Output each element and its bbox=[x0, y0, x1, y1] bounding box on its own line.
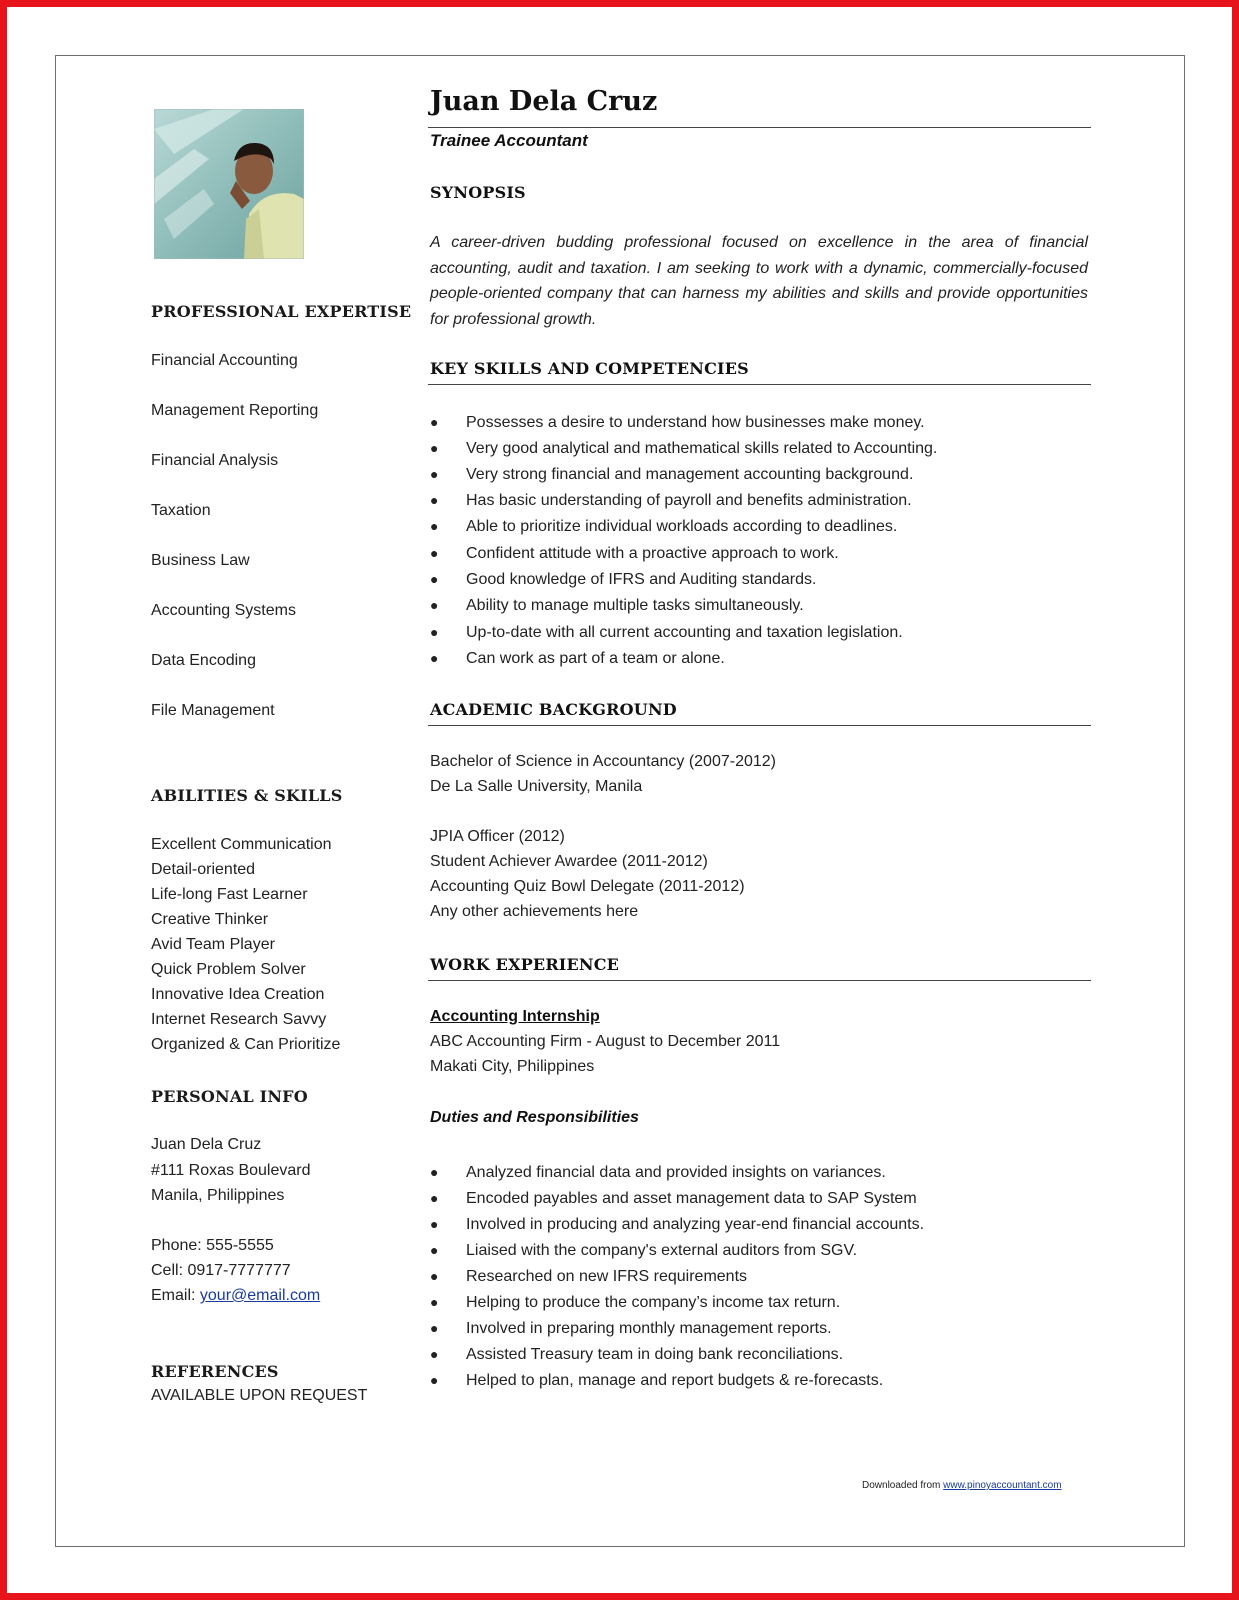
personal-info-heading: PERSONAL INFO bbox=[151, 1087, 308, 1106]
footer-credit bbox=[862, 1480, 1062, 1491]
expertise-item: Financial Analysis bbox=[151, 452, 279, 469]
degree: Bachelor of Science in Accountancy (2007-2012) bbox=[430, 753, 776, 770]
bullet-icon: ● bbox=[430, 1190, 439, 1206]
bullet-icon: ● bbox=[430, 1320, 439, 1336]
academic-rule bbox=[428, 725, 1091, 726]
email-label: Email: bbox=[151, 1287, 200, 1304]
bullet-icon: ● bbox=[430, 440, 439, 456]
bullet-icon: ● bbox=[430, 597, 439, 613]
school: De La Salle University, Manila bbox=[430, 778, 643, 795]
achievement-item: Accounting Quiz Bowl Delegate (2011-2012) bbox=[430, 878, 745, 895]
bullet-icon: ● bbox=[430, 466, 439, 482]
bullet-icon: ● bbox=[430, 571, 439, 587]
email-link[interactable]: your@email.com bbox=[199, 1287, 321, 1304]
personal-phone: Phone: 555-5555 bbox=[151, 1237, 274, 1254]
achievement-item: Student Achiever Awardee (2011-2012) bbox=[430, 853, 708, 870]
personal-address-line2: Manila, Philippines bbox=[151, 1187, 285, 1204]
achievement-item: Any other achievements here bbox=[430, 903, 639, 920]
duties-heading: Duties and Responsibilities bbox=[430, 1109, 639, 1126]
bullet-icon: ● bbox=[430, 1346, 439, 1362]
skills-rule bbox=[428, 384, 1091, 385]
resume-name: Juan Dela Cruz bbox=[430, 86, 658, 117]
ability-item: Avid Team Player bbox=[151, 936, 275, 953]
synopsis-text: A career-driven budding professional focused on excellence in the area of financial accounting, audit and taxation. I am seeking to work with a dynamic, commercially-focused people-oriented company that can harness my abilities and skills and provide opportunities for professional growth. bbox=[430, 234, 1088, 328]
bullet-icon: ● bbox=[430, 1164, 439, 1180]
expertise-item: Taxation bbox=[151, 502, 211, 519]
bullet-icon: ● bbox=[430, 1268, 439, 1284]
expertise-item: Business Law bbox=[151, 552, 250, 569]
ability-item: Organized & Can Prioritize bbox=[151, 1036, 341, 1053]
bullet-icon: ● bbox=[430, 492, 439, 508]
bullet-icon: ● bbox=[430, 545, 439, 561]
bullet-icon: ● bbox=[430, 1294, 439, 1310]
expertise-item: Data Encoding bbox=[151, 652, 256, 669]
footer-label: Downloaded from bbox=[862, 1480, 944, 1491]
footer-link[interactable]: www.pinoyaccountant.com bbox=[943, 1480, 1062, 1491]
bullet-icon: ● bbox=[430, 414, 439, 430]
title-rule bbox=[428, 127, 1091, 128]
abilities-heading: ABILITIES & SKILLS bbox=[151, 786, 343, 805]
personal-email bbox=[151, 1287, 320, 1305]
resume-position: Trainee Accountant bbox=[430, 131, 588, 150]
ability-item: Innovative Idea Creation bbox=[151, 986, 325, 1003]
employer: ABC Accounting Firm - August to December 2011 bbox=[430, 1033, 781, 1050]
expertise-heading: PROFESSIONAL EXPERTISE bbox=[151, 302, 412, 321]
ability-item: Creative Thinker bbox=[151, 911, 269, 928]
bullet-icon: ● bbox=[430, 1216, 439, 1232]
expertise-item: Accounting Systems bbox=[151, 602, 296, 619]
expertise-item: Management Reporting bbox=[151, 402, 319, 419]
work-heading: WORK EXPERIENCE bbox=[430, 955, 620, 974]
references-heading: REFERENCES bbox=[151, 1362, 279, 1381]
expertise-item: File Management bbox=[151, 702, 275, 719]
bullet-icon: ● bbox=[430, 650, 439, 666]
achievement-item: JPIA Officer (2012) bbox=[430, 828, 565, 845]
skills-heading: KEY SKILLS AND COMPETENCIES bbox=[430, 359, 749, 378]
bullet-icon: ● bbox=[430, 518, 439, 534]
ability-item: Excellent Communication bbox=[151, 836, 332, 853]
personal-name: Juan Dela Cruz bbox=[151, 1136, 262, 1153]
synopsis-heading: SYNOPSIS bbox=[430, 183, 526, 202]
bullet-icon: ● bbox=[430, 1242, 439, 1258]
ability-item: Quick Problem Solver bbox=[151, 961, 306, 978]
job-location: Makati City, Philippines bbox=[430, 1058, 595, 1075]
personal-address-line1: #111 Roxas Boulevard bbox=[151, 1162, 311, 1179]
bullet-icon: ● bbox=[430, 1372, 439, 1388]
references-text: AVAILABLE UPON REQUEST bbox=[151, 1387, 368, 1404]
expertise-item: Financial Accounting bbox=[151, 352, 298, 369]
personal-cell: Cell: 0917-7777777 bbox=[151, 1262, 291, 1279]
ability-item: Internet Research Savvy bbox=[151, 1011, 327, 1028]
profile-photo-image bbox=[154, 109, 304, 259]
profile-photo bbox=[154, 109, 304, 259]
academic-heading: ACADEMIC BACKGROUND bbox=[430, 700, 677, 719]
ability-item: Detail-oriented bbox=[151, 861, 256, 878]
ability-item: Life-long Fast Learner bbox=[151, 886, 308, 903]
job-title: Accounting Internship bbox=[430, 1008, 600, 1025]
work-rule bbox=[428, 980, 1091, 981]
bullet-icon: ● bbox=[430, 624, 439, 640]
